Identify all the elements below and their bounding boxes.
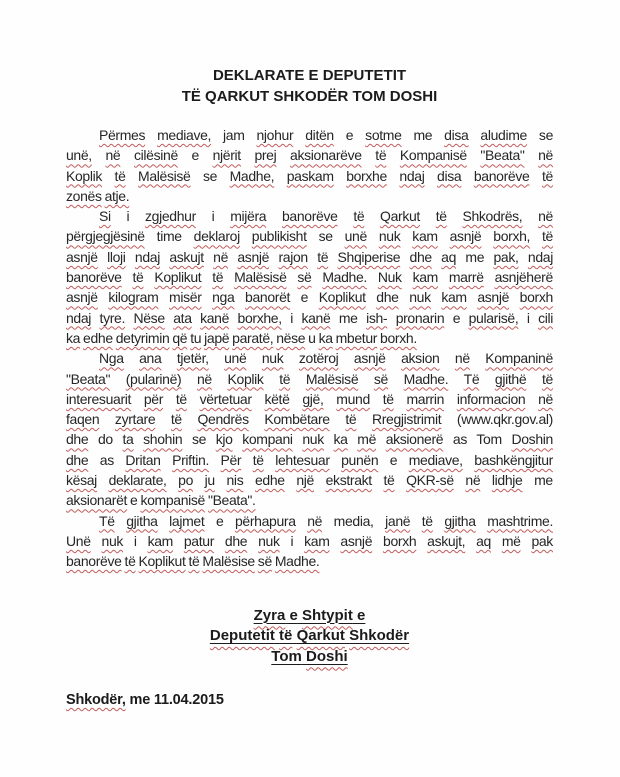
signature-line: Tom Doshi bbox=[271, 647, 348, 665]
document-line: ka edhe detyrimin që tu japë paratë, nëse u ka mbetur borxh. bbox=[66, 329, 417, 346]
signature-line: Deputetit të Qarkut Shkodër bbox=[209, 627, 410, 645]
document-line: asnjë kilogram misër nga banorët e Koplikut dhe nuk kam asnjë borxh bbox=[66, 289, 553, 306]
document-line: Si i zgjedhur i mijëra banorëve të Qarkut të Shkodrës, në bbox=[99, 208, 553, 225]
document-line: banorëve të Koplikut të Malësise së Madhe. bbox=[66, 553, 320, 570]
document-title-line-1: DEKLARATE E DEPUTETIT bbox=[212, 67, 407, 84]
document-line: Të gjitha lajmet e përhapura në media, janë të gjitha mashtrime. bbox=[99, 512, 553, 529]
document-line: banorëve të Koplikut të Malësisë së Madhe. Nuk kam marrë asnjëherë bbox=[66, 269, 553, 286]
paragraph bbox=[66, 511, 553, 572]
document-line: Nga ana tjetër, unë nuk zotëroj asnjë aksion në Kompaninë bbox=[99, 350, 553, 367]
document-line: dhe do ta shohin se kjo kompani nuk ka më aksionerë as Tom Doshin bbox=[66, 431, 553, 448]
document-line: "Beata" (pularinë) në Koplik të Malësisë së Madhe. Të gjithë të bbox=[66, 370, 553, 387]
document-line: përgjegjësinë time deklaroj publikisht se unë nuk kam asnjë borxh, të bbox=[66, 228, 553, 245]
document-line: faqen zyrtare të Qendrës Kombëtare të Rregjistrimit (www.qkr.gov.al) bbox=[66, 411, 553, 428]
document-line: zonës atje. bbox=[66, 187, 130, 204]
document-line: unë, në cilësinë e njërit prej aksionarëve të Kompanisë "Beata" në bbox=[66, 147, 553, 164]
document-title-line-2: TË QARKUT SHKODËR TOM DOSHI bbox=[181, 87, 438, 105]
document-line: kësaj deklarate, po ju nis edhe një ekstrakt të QKR-së në lidhje me bbox=[66, 472, 553, 489]
signature-block bbox=[66, 606, 553, 668]
paragraph bbox=[66, 206, 553, 348]
document-line: Koplik të Malësisë se Madhe, paskam borxhe ndaj disa banorëve të bbox=[66, 167, 553, 184]
document-line: Unë nuk i kam patur dhe nuk i kam asnjë borxh askujt, aq më pak bbox=[66, 532, 553, 549]
dateline: Shkodër, me 11.04.2015 bbox=[66, 692, 224, 709]
document-line: ndaj tyre. Nëse ata kanë borxhe, i kanë me ish- pronarin e pularisë, i cili bbox=[66, 309, 553, 326]
paragraph bbox=[66, 348, 553, 510]
document-line: interesuarit për të vërtetuar këtë gjë, mund të marrin informacion në bbox=[66, 390, 553, 407]
paragraph bbox=[66, 125, 553, 206]
signature-line: Zyra e Shtypit e bbox=[253, 606, 366, 624]
document-body bbox=[66, 125, 553, 572]
document-title bbox=[66, 66, 553, 107]
document-line: aksionarët e kompanisë "Beata". bbox=[66, 492, 256, 509]
document-line: Përmes mediave, jam njohur ditën e sotme me disa aludime se bbox=[99, 127, 554, 143]
press-release-document bbox=[66, 0, 553, 708]
document-line: asnjë lloji ndaj askujt në asnjë rajon të Shqiperise dhe aq me pak, ndaj bbox=[66, 248, 553, 265]
document-line: dhe as Dritan Priftin. Për të lehtesuar punën e mediave, bashkëngjitur bbox=[66, 451, 553, 468]
